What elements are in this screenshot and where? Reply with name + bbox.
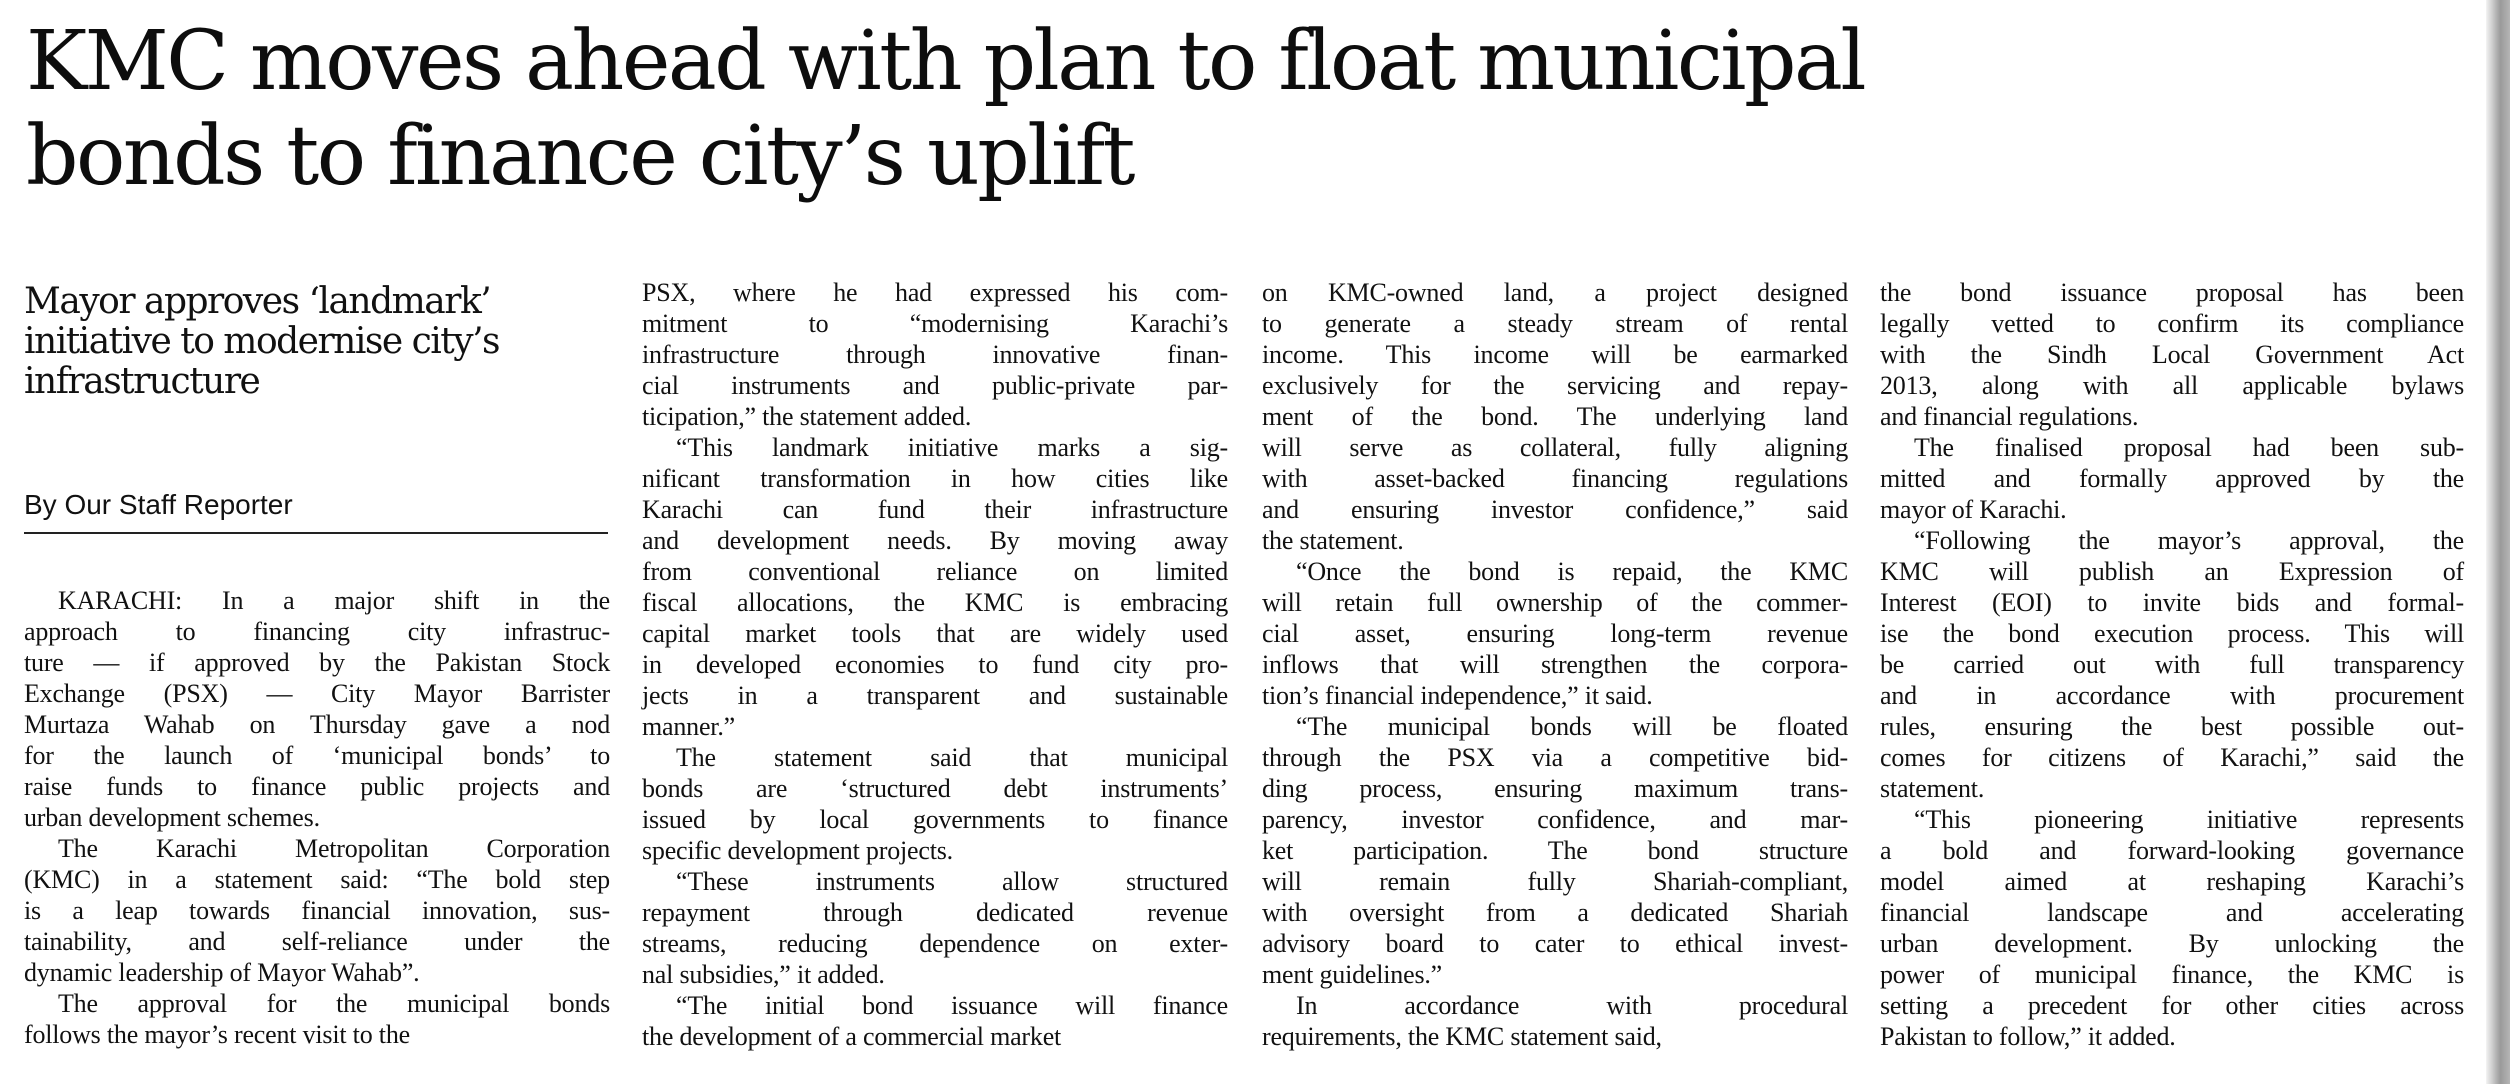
body-text-line: advisory board to cater to ethical invest- <box>1262 929 1848 958</box>
body-text-line: for the launch of ‘municipal bonds’ to <box>24 741 610 770</box>
body-text-line: requirements, the KMC statement said, <box>1262 1022 1662 1051</box>
article-column-2 <box>642 277 1228 1052</box>
body-text-line: legally vetted to confirm its compliance <box>1880 309 2464 338</box>
body-text-line: in developed economies to fund city pro- <box>642 650 1228 679</box>
body-text-line: will retain full ownership of the commer- <box>1262 588 1848 617</box>
body-text-line: the bond issuance proposal has been <box>1880 278 2464 307</box>
body-text-line: exclusively for the servicing and repay- <box>1262 371 1848 400</box>
body-text-line: will serve as collateral, fully aligning <box>1262 433 1848 462</box>
headline-line: KMC moves ahead with plan to float municipal <box>26 14 1865 109</box>
body-text-line: ding process, ensuring maximum trans- <box>1262 774 1848 803</box>
body-text-line: KMC will publish an Expression of <box>1880 557 2464 586</box>
subheadline-line: initiative to modernise city’s <box>24 321 499 362</box>
body-text-line: “Following the mayor’s approval, the <box>1914 526 2464 555</box>
body-text-line: on KMC-owned land, a project designed <box>1262 278 1848 307</box>
body-text-line: the statement. <box>1262 526 1404 555</box>
body-text-line: comes for citizens of Karachi,” said the <box>1880 743 2464 772</box>
body-text-line: and financial regulations. <box>1880 402 2139 431</box>
body-text-line: ket participation. The bond structure <box>1262 836 1848 865</box>
body-text-line: bonds are ‘structured debt instruments’ <box>642 774 1228 803</box>
page-edge-shadow <box>2486 0 2510 1084</box>
body-text-line: issued by local governments to finance <box>642 805 1228 834</box>
article-column-1 <box>24 585 610 1050</box>
body-text-line: “The municipal bonds will be floated <box>1296 712 1848 741</box>
subheadline-line: infrastructure <box>24 361 260 402</box>
body-text-line: ticipation,” the statement added. <box>642 402 972 431</box>
body-text-line: jects in a transparent and sustainable <box>642 681 1228 710</box>
body-text-line: a bold and forward-looking governance <box>1880 836 2464 865</box>
body-text-line: with oversight from a dedicated Shariah <box>1262 898 1848 927</box>
body-text-line: income. This income will be earmarked <box>1262 340 1848 369</box>
body-text-line: Pakistan to follow,” it added. <box>1880 1022 2176 1051</box>
body-text-line: approach to financing city infrastruc- <box>24 617 610 646</box>
body-text-line: and in accordance with procurement <box>1880 681 2464 710</box>
body-text-line: to generate a steady stream of rental <box>1262 309 1848 338</box>
body-text-line: Murtaza Wahab on Thursday gave a nod <box>24 710 610 739</box>
body-text-line: the development of a commercial market <box>642 1022 1062 1051</box>
body-text-line: KARACHI: In a major shift in the <box>58 586 610 615</box>
body-text-line: will remain fully Shariah-compliant, <box>1262 867 1848 896</box>
body-text-line: ise the bond execution process. This will <box>1880 619 2464 648</box>
body-text-line: specific development projects. <box>642 836 953 865</box>
body-text-line: mitment to “modernising Karachi’s <box>642 309 1228 338</box>
body-text-line: “Once the bond is repaid, the KMC <box>1296 557 1848 586</box>
body-text-line: capital market tools that are widely used <box>642 619 1228 648</box>
body-text-line: The approval for the municipal bonds <box>58 989 610 1018</box>
body-text-line: nal subsidies,” it added. <box>642 960 885 989</box>
body-text-line: raise funds to finance public projects and <box>24 772 610 801</box>
body-text-line: The finalised proposal had been sub- <box>1914 433 2464 462</box>
body-text-line: be carried out with full transparency <box>1880 650 2464 679</box>
body-text-line: parency, investor confidence, and mar- <box>1262 805 1848 834</box>
body-text-line: with the Sindh Local Government Act <box>1880 340 2464 369</box>
body-text-line: statement. <box>1880 774 1985 803</box>
body-text-line: repayment through dedicated revenue <box>642 898 1228 927</box>
article-column-3 <box>1262 277 1848 1052</box>
body-text-line: fiscal allocations, the KMC is embracing <box>642 588 1228 617</box>
body-text-line: setting a precedent for other cities across <box>1880 991 2464 1020</box>
body-text-line: from conventional reliance on limited <box>642 557 1228 586</box>
article-headline <box>26 14 2466 204</box>
body-text-line: The statement said that municipal <box>676 743 1228 772</box>
body-text-line: is a leap towards financial innovation, sus- <box>24 896 610 925</box>
body-text-line: “These instruments allow structured <box>676 867 1228 896</box>
body-text-line: PSX, where he had expressed his com- <box>642 278 1228 307</box>
body-text-line: streams, reducing dependence on exter- <box>642 929 1228 958</box>
body-text-line: ment of the bond. The underlying land <box>1262 402 1848 431</box>
body-text-line: cial instruments and public-private par- <box>642 371 1228 400</box>
body-text-line: mayor of Karachi. <box>1880 495 2067 524</box>
body-text-line: inflows that will strengthen the corpora- <box>1262 650 1848 679</box>
body-text-line: nificant transformation in how cities like <box>642 464 1228 493</box>
body-text-line: cial asset, ensuring long-term revenue <box>1262 619 1848 648</box>
body-text-line: with asset-backed financing regulations <box>1262 464 1848 493</box>
body-text-line: mitted and formally approved by the <box>1880 464 2464 493</box>
body-text-line: ment guidelines.” <box>1262 960 1442 989</box>
body-text-line: ture — if approved by the Pakistan Stock <box>24 648 610 677</box>
body-text-line: manner.” <box>642 712 735 741</box>
body-text-line: model aimed at reshaping Karachi’s <box>1880 867 2464 896</box>
article-column-4 <box>1880 277 2464 1052</box>
body-text-line: urban development schemes. <box>24 803 320 832</box>
body-text-line: (KMC) in a statement said: “The bold step <box>24 865 610 894</box>
body-text-line: The Karachi Metropolitan Corporation <box>58 834 610 863</box>
article-subheadline <box>24 282 614 402</box>
body-text-line: dynamic leadership of Mayor Wahab”. <box>24 958 420 987</box>
body-text-line: Exchange (PSX) — City Mayor Barrister <box>24 679 610 708</box>
headline-line: bonds to finance city’s uplift <box>26 109 1133 204</box>
body-text-line: and ensuring investor confidence,” said <box>1262 495 1848 524</box>
subheadline-line: Mayor approves ‘landmark’ <box>24 281 491 322</box>
byline: By Our Staff Reporter <box>24 488 608 534</box>
body-text-line: through the PSX via a competitive bid- <box>1262 743 1848 772</box>
body-text-line: Karachi can fund their infrastructure <box>642 495 1228 524</box>
body-text-line: power of municipal finance, the KMC is <box>1880 960 2464 989</box>
body-text-line: urban development. By unlocking the <box>1880 929 2464 958</box>
body-text-line: “This pioneering initiative represents <box>1914 805 2464 834</box>
body-text-line: “The initial bond issuance will finance <box>676 991 1228 1020</box>
body-text-line: tainability, and self-reliance under the <box>24 927 610 956</box>
body-text-line: In accordance with procedural <box>1296 991 1848 1020</box>
body-text-line: and development needs. By moving away <box>642 526 1228 555</box>
body-text-line: Interest (EOI) to invite bids and formal- <box>1880 588 2464 617</box>
body-text-line: infrastructure through innovative finan- <box>642 340 1228 369</box>
body-text-line: rules, ensuring the best possible out- <box>1880 712 2464 741</box>
body-text-line: financial landscape and accelerating <box>1880 898 2464 927</box>
body-text-line: “This landmark initiative marks a sig- <box>676 433 1228 462</box>
body-text-line: 2013, along with all applicable bylaws <box>1880 371 2464 400</box>
body-text-line: tion’s financial independence,” it said. <box>1262 681 1653 710</box>
body-text-line: follows the mayor’s recent visit to the <box>24 1020 410 1049</box>
